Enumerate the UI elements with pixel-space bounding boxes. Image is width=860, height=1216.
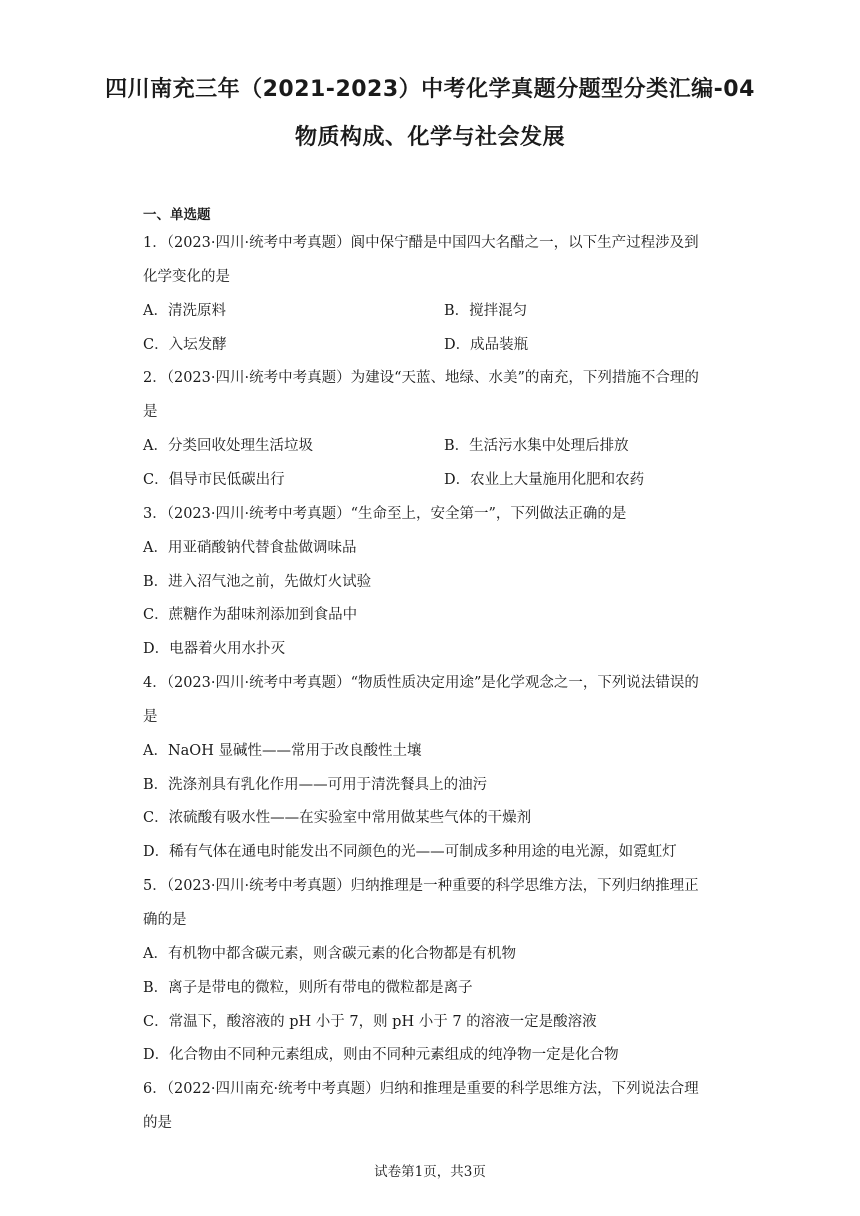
question-2-stem-cont: 是: [143, 404, 158, 420]
question-1-stem-cont: 化学变化的是: [143, 269, 230, 285]
question-2-option-a: A．分类回收处理生活垃圾: [143, 438, 313, 454]
question-5-option-d: D．化合物由不同种元素组成，则由不同种元素组成的纯净物一定是化合物: [143, 1047, 619, 1063]
question-5-option-c: C．常温下，酸溶液的 pH 小于 7，则 pH 小于 7 的溶液一定是酸溶液: [143, 1014, 597, 1030]
question-3-option-b: B．进入沼气池之前，先做灯火试验: [143, 574, 372, 590]
question-1-stem: 1．（2023·四川·统考中考真题）阆中保宁醋是中国四大名醋之一，以下生产过程涉及到: [143, 235, 699, 251]
question-2-option-d: D．农业上大量施用化肥和农药: [444, 472, 645, 488]
question-4-stem: 4．（2023·四川·统考中考真题）“物质性质决定用途”是化学观念之一，下列说法错误的: [143, 675, 699, 691]
question-1-option-a: A．清洗原料: [143, 303, 226, 319]
question-4-option-a: A．NaOH 显碱性——常用于改良酸性土壤: [143, 743, 422, 759]
question-5-option-b: B．离子是带电的微粒，则所有带电的微粒都是离子: [143, 980, 473, 996]
question-4-option-c: C．浓硫酸有吸水性——在实验室中常用做某些气体的干燥剂: [143, 810, 532, 826]
question-3-stem: 3．（2023·四川·统考中考真题）“生命至上，安全第一”，下列做法正确的是: [143, 506, 627, 522]
page-footer: 试卷第1页，共3页: [374, 1164, 486, 1180]
question-5-stem: 5．（2023·四川·统考中考真题）归纳推理是一种重要的科学思维方法，下列归纳推理正: [143, 878, 699, 894]
question-4-stem-cont: 是: [143, 709, 158, 725]
question-1-option-b: B．搅拌混匀: [444, 303, 528, 319]
question-5-stem-cont: 确的是: [143, 912, 187, 928]
document-title-line1: 四川南充三年（2021-2023）中考化学真题分题型分类汇编-04: [105, 77, 755, 102]
question-6-stem-cont: 的是: [143, 1115, 172, 1131]
document-title-line2: 物质构成、化学与社会发展: [294, 125, 565, 150]
question-5-option-a: A．有机物中都含碳元素，则含碳元素的化合物都是有机物: [143, 946, 516, 962]
question-2-option-b: B．生活污水集中处理后排放: [444, 438, 629, 454]
question-1-option-c: C．入坛发酵: [143, 337, 227, 353]
question-1-option-d: D．成品装瓶: [444, 337, 529, 353]
question-6-stem: 6．（2022·四川南充·统考中考真题）归纳和推理是重要的科学思维方法，下列说法合理: [143, 1081, 699, 1097]
question-2-option-c: C．倡导市民低碳出行: [143, 472, 285, 488]
section-heading: 一、单选题: [143, 207, 211, 223]
question-4-option-d: D．稀有气体在通电时能发出不同颜色的光——可制成多种用途的电光源，如霓虹灯: [143, 844, 677, 860]
question-3-option-d: D．电器着火用水扑灭: [143, 641, 286, 657]
question-3-option-a: A．用亚硝酸钠代替食盐做调味品: [143, 540, 357, 556]
question-2-stem: 2．（2023·四川·统考中考真题）为建设“天蓝、地绿、水美”的南充，下列措施不合理的: [143, 370, 699, 386]
question-4-option-b: B．洗涤剂具有乳化作用——可用于清洗餐具上的油污: [143, 777, 488, 793]
question-3-option-c: C．蔗糖作为甜味剂添加到食品中: [143, 607, 358, 623]
